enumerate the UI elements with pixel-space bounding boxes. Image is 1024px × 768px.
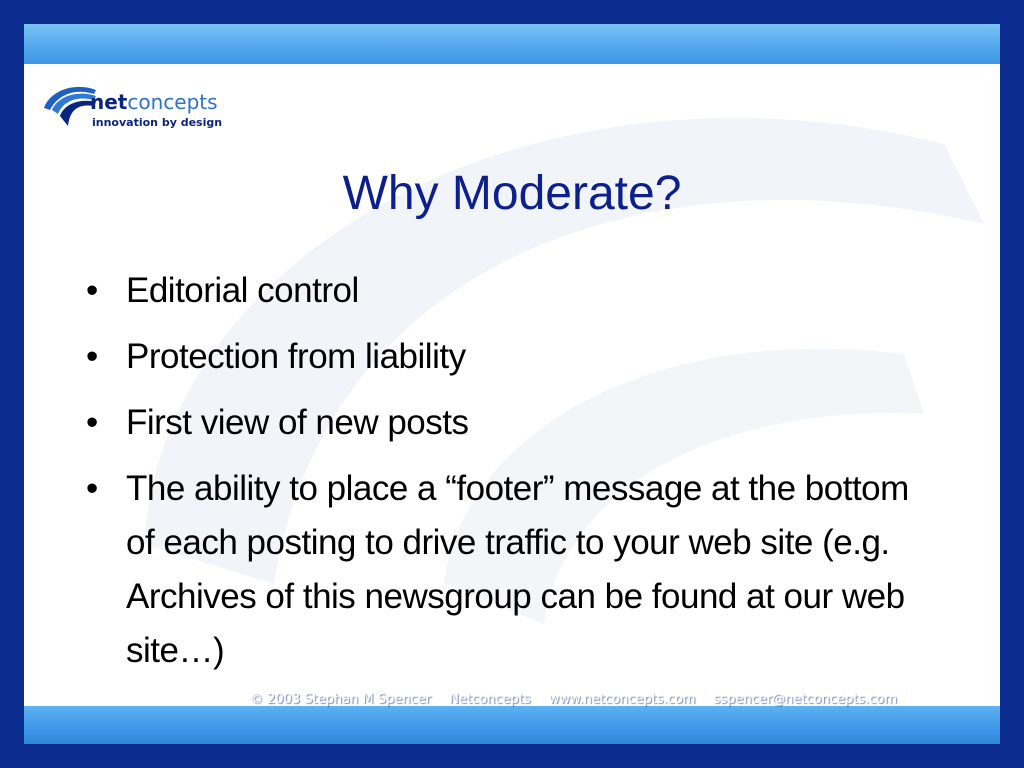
bullet-dot: • <box>86 469 98 508</box>
footer-copyright: © 2003 Stephan M Spencer <box>250 692 432 707</box>
netconcepts-logo <box>40 80 240 140</box>
bullet-text: Editorial control <box>126 271 359 310</box>
logo-tagline: innovation by design <box>92 116 223 129</box>
bullet-text: The ability to place a “footer” message at the bottom of each posting to drive traffic to your web site (e.g. Archives of this newsgroup can be found at our web site…) <box>126 469 909 670</box>
bullet-item <box>86 330 946 384</box>
bullet-item <box>86 396 946 450</box>
bullet-text: Protection from liability <box>126 337 466 376</box>
bullet-dot: • <box>86 337 98 376</box>
bullet-text: First view of new posts <box>126 403 469 442</box>
footer-company: Netconcepts <box>449 692 531 707</box>
bullet-item <box>86 264 946 318</box>
footer-email: sspencer@netconcepts.com <box>713 692 898 707</box>
bullet-item <box>86 462 946 678</box>
bullet-list <box>86 264 946 690</box>
bullet-dot: • <box>86 403 98 442</box>
logo-concepts: concepts <box>127 90 218 114</box>
slide <box>24 24 1000 744</box>
logo-wordmark <box>90 92 218 112</box>
footer-website: www.netconcepts.com <box>548 692 696 707</box>
logo-net: net <box>90 90 128 114</box>
slide-title: Why Moderate? <box>342 167 682 220</box>
bullet-dot: • <box>86 271 98 310</box>
footer <box>250 688 911 712</box>
